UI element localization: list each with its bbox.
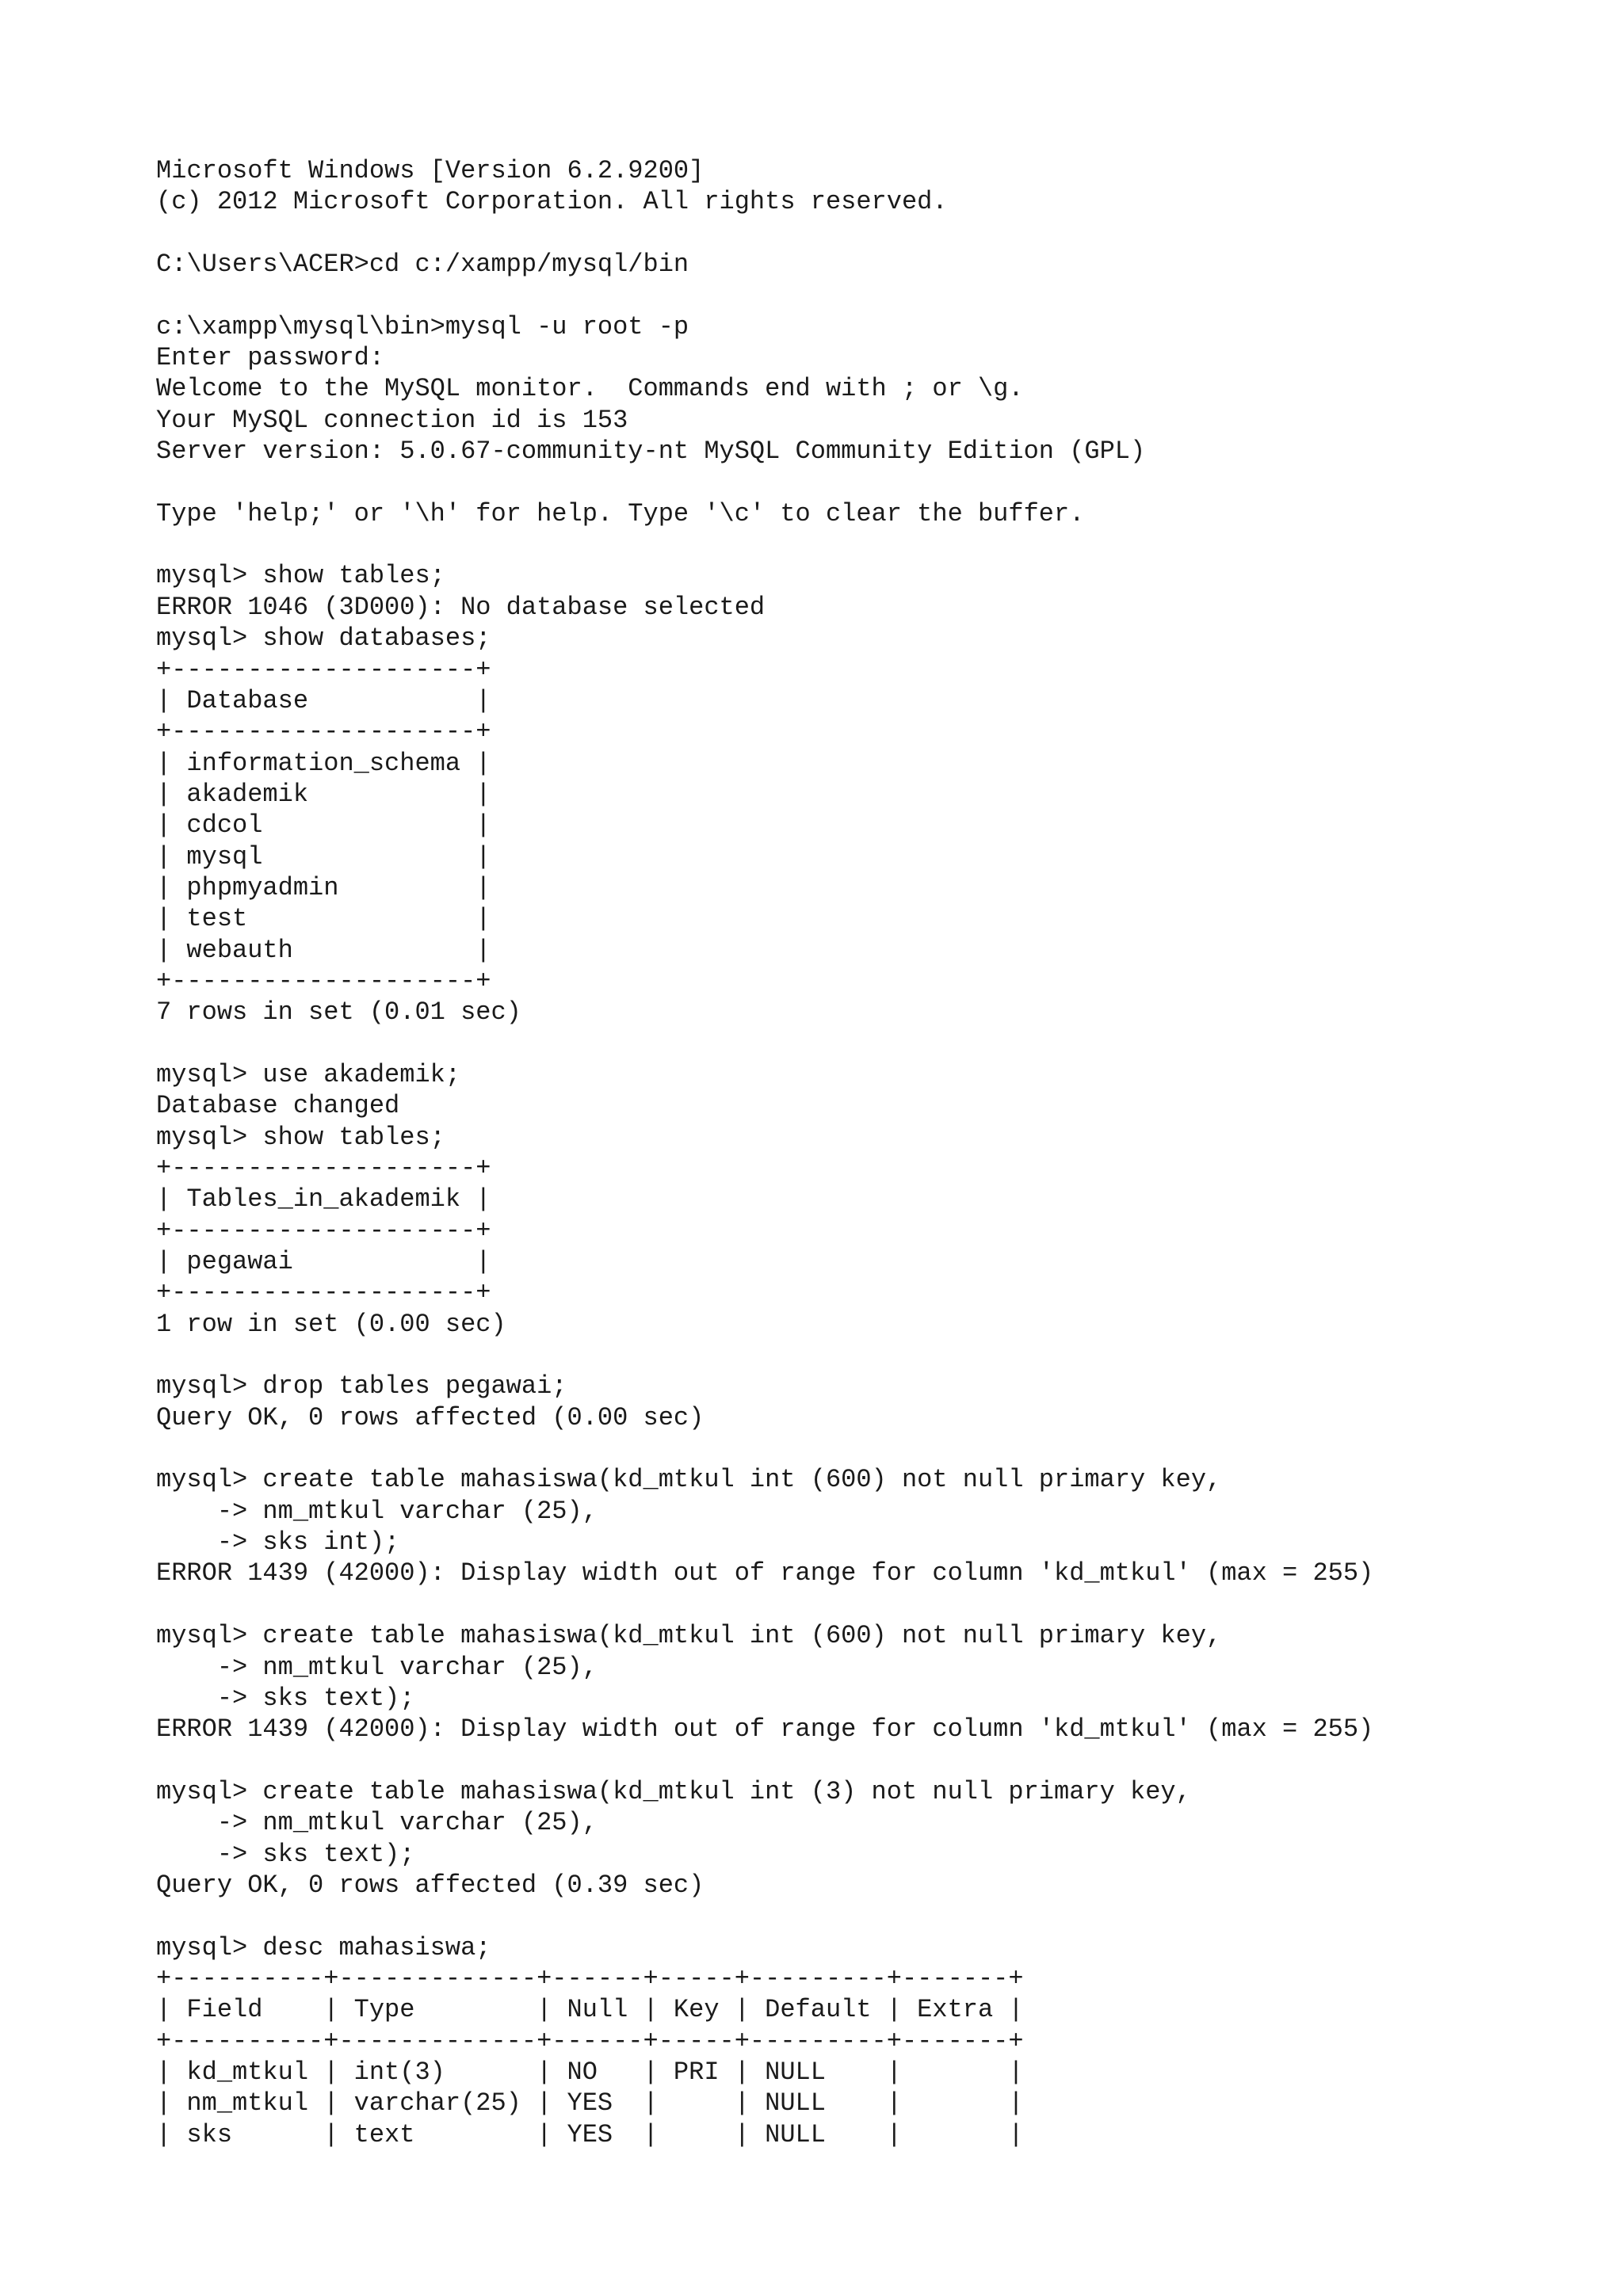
transcript-line: [156, 1028, 1598, 1059]
transcript-line: c:\xampp\mysql\bin>mysql -u root -p: [156, 311, 689, 341]
transcript-line: [156, 1745, 1598, 1776]
transcript-line: mysql> create table mahasiswa(kd_mtkul int (600) not null primary key,: [156, 1621, 1222, 1651]
transcript-line: | pegawai |: [156, 1247, 491, 1277]
transcript-line: | test |: [156, 904, 491, 934]
transcript-line: | Database |: [156, 685, 491, 715]
transcript-line: +----------+-------------+------+-----+---------+-------+: [156, 1963, 1024, 1993]
transcript-line: -> nm_mtkul varchar (25),: [156, 1652, 598, 1682]
transcript-line: | sks | text | YES | | NULL | |: [156, 2119, 1024, 2149]
transcript-line: | cdcol |: [156, 810, 491, 841]
transcript-line: +--------------------+: [156, 717, 491, 747]
transcript-line: mysql> show databases;: [156, 624, 491, 654]
transcript-line: | Field | Type | Null | Key | Default | Extra |: [156, 1995, 1024, 2025]
transcript-line: +--------------------+: [156, 1215, 491, 1245]
transcript-line: mysql> show tables;: [156, 561, 445, 591]
console-transcript: [156, 155, 1598, 2150]
transcript-line: -> sks int);: [156, 1527, 400, 1558]
transcript-line: ERROR 1439 (42000): Display width out of range for column 'kd_mtkul' (max = 255): [156, 1558, 1374, 1589]
transcript-line: mysql> show tables;: [156, 1122, 445, 1152]
transcript-line: ERROR 1439 (42000): Display width out of range for column 'kd_mtkul' (max = 255): [156, 1714, 1374, 1745]
transcript-line: (c) 2012 Microsoft Corporation. All rights reserved.: [156, 187, 948, 217]
transcript-line: 7 rows in set (0.01 sec): [156, 997, 521, 1028]
transcript-line: [156, 1340, 1598, 1371]
transcript-line: | akademik |: [156, 779, 491, 809]
transcript-line: [156, 1433, 1598, 1464]
transcript-line: Database changed: [156, 1091, 400, 1121]
transcript-line: [156, 1589, 1598, 1620]
transcript-line: +--------------------+: [156, 966, 491, 996]
transcript-line: [156, 280, 1598, 311]
transcript-line: +--------------------+: [156, 1278, 491, 1308]
transcript-line: | phpmyadmin |: [156, 872, 491, 902]
transcript-line: 1 row in set (0.00 sec): [156, 1309, 506, 1339]
transcript-line: C:\Users\ACER>cd c:/xampp/mysql/bin: [156, 250, 689, 280]
transcript-line: +----------+-------------+------+-----+---------+-------+: [156, 2026, 1024, 2056]
transcript-line: Enter password:: [156, 343, 385, 373]
transcript-line: | kd_mtkul | int(3) | NO | PRI | NULL | |: [156, 2057, 1024, 2087]
transcript-line: Query OK, 0 rows affected (0.00 sec): [156, 1402, 705, 1432]
transcript-line: +--------------------+: [156, 654, 491, 685]
transcript-line: Type 'help;' or '\h' for help. Type '\c' to clear the buffer.: [156, 498, 1085, 528]
transcript-line: mysql> use akademik;: [156, 1059, 461, 1089]
transcript-line: Your MySQL connection id is 153: [156, 405, 628, 435]
transcript-line: | information_schema |: [156, 748, 491, 778]
transcript-line: ERROR 1046 (3D000): No database selected: [156, 592, 766, 622]
transcript-line: [156, 529, 1598, 560]
transcript-line: Query OK, 0 rows affected (0.39 sec): [156, 1870, 705, 1900]
transcript-line: | mysql |: [156, 841, 491, 871]
transcript-line: Welcome to the MySQL monitor. Commands end with ; or \g.: [156, 374, 1024, 404]
transcript-line: [156, 218, 1598, 249]
transcript-line: | Tables_in_akademik |: [156, 1184, 491, 1215]
transcript-line: mysql> create table mahasiswa(kd_mtkul int (600) not null primary key,: [156, 1465, 1222, 1495]
transcript-line: -> nm_mtkul varchar (25),: [156, 1808, 598, 1838]
transcript-line: -> nm_mtkul varchar (25),: [156, 1496, 598, 1526]
transcript-line: [156, 467, 1598, 498]
transcript-line: -> sks text);: [156, 1839, 415, 1869]
transcript-line: [156, 1901, 1598, 1932]
transcript-line: Server version: 5.0.67-community-nt MySQL Community Edition (GPL): [156, 437, 1146, 467]
transcript-line: mysql> create table mahasiswa(kd_mtkul int (3) not null primary key,: [156, 1776, 1191, 1806]
transcript-line: mysql> drop tables pegawai;: [156, 1371, 567, 1402]
transcript-line: | nm_mtkul | varchar(25) | YES | | NULL | |: [156, 2088, 1024, 2119]
transcript-line: | webauth |: [156, 935, 491, 965]
transcript-line: mysql> desc mahasiswa;: [156, 1932, 491, 1962]
transcript-line: +--------------------+: [156, 1154, 491, 1183]
transcript-line: -> sks text);: [156, 1683, 415, 1713]
transcript-line: Microsoft Windows [Version 6.2.9200]: [156, 156, 705, 185]
